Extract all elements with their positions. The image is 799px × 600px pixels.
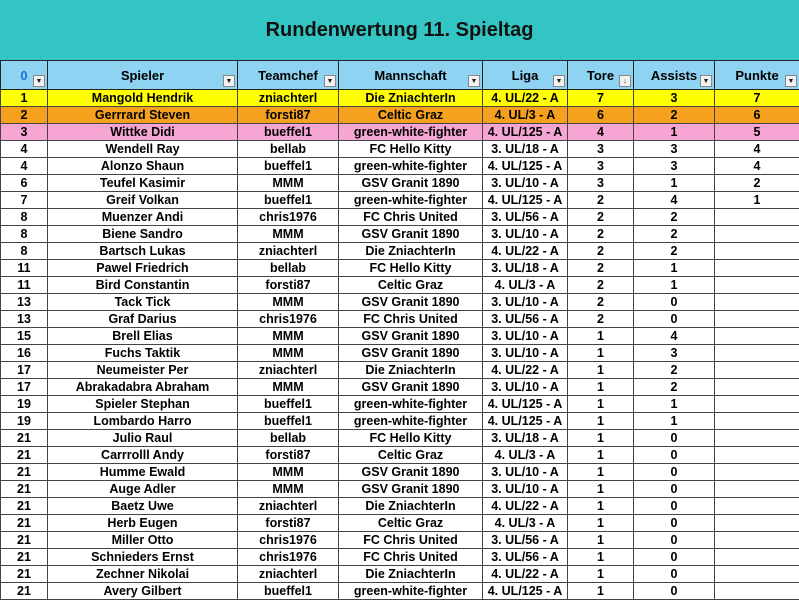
cell-tore[interactable]: 1	[568, 515, 634, 532]
cell-rank[interactable]: 2	[1, 107, 48, 124]
cell-tore[interactable]: 1	[568, 464, 634, 481]
cell-punkte[interactable]	[715, 328, 799, 345]
cell-mannschaft[interactable]: Die ZniachterIn	[339, 566, 483, 583]
cell-punkte[interactable]	[715, 447, 799, 464]
cell-punkte[interactable]	[715, 209, 799, 226]
cell-assists[interactable]: 0	[634, 515, 715, 532]
cell-teamchef[interactable]: zniachterl	[238, 566, 339, 583]
cell-liga[interactable]: 3. UL/10 - A	[483, 345, 568, 362]
cell-rank[interactable]: 16	[1, 345, 48, 362]
cell-rank[interactable]: 21	[1, 532, 48, 549]
cell-mannschaft[interactable]: GSV Granit 1890	[339, 464, 483, 481]
cell-assists[interactable]: 1	[634, 396, 715, 413]
cell-liga[interactable]: 3. UL/56 - A	[483, 311, 568, 328]
cell-mannschaft[interactable]: Die ZniachterIn	[339, 362, 483, 379]
cell-liga[interactable]: 4. UL/22 - A	[483, 566, 568, 583]
cell-assists[interactable]: 2	[634, 243, 715, 260]
cell-tore[interactable]: 4	[568, 124, 634, 141]
cell-rank[interactable]: 8	[1, 226, 48, 243]
cell-liga[interactable]: 4. UL/125 - A	[483, 396, 568, 413]
cell-liga[interactable]: 3. UL/56 - A	[483, 532, 568, 549]
cell-mannschaft[interactable]: green-white-fighter	[339, 396, 483, 413]
cell-teamchef[interactable]: chris1976	[238, 549, 339, 566]
cell-punkte[interactable]	[715, 345, 799, 362]
cell-tore[interactable]: 1	[568, 532, 634, 549]
cell-rank[interactable]: 21	[1, 549, 48, 566]
cell-spieler[interactable]: Schnieders Ernst	[48, 549, 238, 566]
cell-teamchef[interactable]: zniachterl	[238, 362, 339, 379]
table-row[interactable]	[1, 124, 799, 141]
cell-tore[interactable]: 1	[568, 328, 634, 345]
cell-rank[interactable]: 21	[1, 583, 48, 600]
column-header-tore[interactable]: Tore ↓	[568, 61, 634, 90]
cell-spieler[interactable]: Neumeister Per	[48, 362, 238, 379]
cell-rank[interactable]: 17	[1, 379, 48, 396]
cell-spieler[interactable]: Humme Ewald	[48, 464, 238, 481]
table-row[interactable]	[1, 294, 799, 311]
cell-punkte[interactable]	[715, 243, 799, 260]
table-row[interactable]	[1, 498, 799, 515]
cell-assists[interactable]: 2	[634, 107, 715, 124]
cell-liga[interactable]: 3. UL/10 - A	[483, 175, 568, 192]
cell-punkte[interactable]	[715, 294, 799, 311]
cell-liga[interactable]: 4. UL/125 - A	[483, 413, 568, 430]
table-row[interactable]	[1, 328, 799, 345]
cell-spieler[interactable]: Herb Eugen	[48, 515, 238, 532]
cell-spieler[interactable]: Abrakadabra Abraham	[48, 379, 238, 396]
cell-spieler[interactable]: Miller Otto	[48, 532, 238, 549]
column-header-mannschaft[interactable]: Mannschaft ▼	[339, 61, 483, 90]
filter-dropdown-icon[interactable]: ▼	[223, 75, 235, 87]
cell-mannschaft[interactable]: green-white-fighter	[339, 192, 483, 209]
cell-spieler[interactable]: Mangold Hendrik	[48, 90, 238, 107]
cell-liga[interactable]: 4. UL/125 - A	[483, 124, 568, 141]
table-row[interactable]	[1, 396, 799, 413]
cell-teamchef[interactable]: bueffel1	[238, 158, 339, 175]
cell-punkte[interactable]: 4	[715, 158, 799, 175]
table-row[interactable]	[1, 362, 799, 379]
column-header-spieler[interactable]: Spieler ▼	[48, 61, 238, 90]
cell-liga[interactable]: 4. UL/125 - A	[483, 192, 568, 209]
cell-rank[interactable]: 21	[1, 566, 48, 583]
table-row[interactable]	[1, 464, 799, 481]
cell-tore[interactable]: 2	[568, 311, 634, 328]
cell-rank[interactable]: 21	[1, 430, 48, 447]
page-title: Rundenwertung 11. Spieltag	[265, 18, 534, 41]
cell-tore[interactable]: 2	[568, 243, 634, 260]
cell-teamchef[interactable]: MMM	[238, 379, 339, 396]
cell-assists[interactable]: 0	[634, 549, 715, 566]
cell-spieler[interactable]: Avery Gilbert	[48, 583, 238, 600]
cell-liga[interactable]: 4. UL/3 - A	[483, 515, 568, 532]
cell-spieler[interactable]: Muenzer Andi	[48, 209, 238, 226]
cell-mannschaft[interactable]: FC Chris United	[339, 532, 483, 549]
table-row[interactable]	[1, 481, 799, 498]
cell-punkte[interactable]	[715, 362, 799, 379]
cell-mannschaft[interactable]: FC Hello Kitty	[339, 141, 483, 158]
cell-tore[interactable]: 7	[568, 90, 634, 107]
cell-punkte[interactable]	[715, 396, 799, 413]
table-row[interactable]	[1, 311, 799, 328]
cell-rank[interactable]: 1	[1, 90, 48, 107]
cell-punkte[interactable]	[715, 464, 799, 481]
cell-assists[interactable]: 3	[634, 345, 715, 362]
cell-assists[interactable]: 3	[634, 90, 715, 107]
cell-rank[interactable]: 8	[1, 209, 48, 226]
cell-rank[interactable]: 4	[1, 158, 48, 175]
cell-teamchef[interactable]: MMM	[238, 294, 339, 311]
cell-punkte[interactable]	[715, 532, 799, 549]
cell-punkte[interactable]	[715, 515, 799, 532]
column-header-assists[interactable]: Assists ▼	[634, 61, 715, 90]
cell-rank[interactable]: 19	[1, 396, 48, 413]
cell-assists[interactable]: 2	[634, 226, 715, 243]
cell-teamchef[interactable]: bellab	[238, 260, 339, 277]
cell-assists[interactable]: 0	[634, 464, 715, 481]
cell-punkte[interactable]	[715, 277, 799, 294]
cell-liga[interactable]: 3. UL/18 - A	[483, 430, 568, 447]
cell-rank[interactable]: 21	[1, 447, 48, 464]
cell-assists[interactable]: 2	[634, 209, 715, 226]
cell-liga[interactable]: 4. UL/125 - A	[483, 583, 568, 600]
cell-punkte[interactable]: 6	[715, 107, 799, 124]
cell-mannschaft[interactable]: FC Hello Kitty	[339, 430, 483, 447]
cell-punkte[interactable]: 7	[715, 90, 799, 107]
cell-spieler[interactable]: Baetz Uwe	[48, 498, 238, 515]
cell-punkte[interactable]	[715, 549, 799, 566]
table-row[interactable]	[1, 430, 799, 447]
cell-assists[interactable]: 1	[634, 413, 715, 430]
cell-mannschaft[interactable]: green-white-fighter	[339, 158, 483, 175]
cell-spieler[interactable]: Biene Sandro	[48, 226, 238, 243]
cell-teamchef[interactable]: MMM	[238, 345, 339, 362]
cell-liga[interactable]: 4. UL/22 - A	[483, 498, 568, 515]
cell-assists[interactable]: 0	[634, 566, 715, 583]
cell-teamchef[interactable]: chris1976	[238, 209, 339, 226]
cell-assists[interactable]: 1	[634, 175, 715, 192]
cell-spieler[interactable]: Bartsch Lukas	[48, 243, 238, 260]
cell-tore[interactable]: 2	[568, 277, 634, 294]
cell-spieler[interactable]: Alonzo Shaun	[48, 158, 238, 175]
cell-rank[interactable]: 21	[1, 498, 48, 515]
cell-rank[interactable]: 7	[1, 192, 48, 209]
cell-mannschaft[interactable]: Celtic Graz	[339, 515, 483, 532]
cell-mannschaft[interactable]: Celtic Graz	[339, 447, 483, 464]
cell-teamchef[interactable]: chris1976	[238, 532, 339, 549]
cell-assists[interactable]: 2	[634, 379, 715, 396]
cell-tore[interactable]: 6	[568, 107, 634, 124]
cell-spieler[interactable]: Wittke Didi	[48, 124, 238, 141]
cell-rank[interactable]: 8	[1, 243, 48, 260]
cell-mannschaft[interactable]: Celtic Graz	[339, 107, 483, 124]
table-row[interactable]	[1, 107, 799, 124]
cell-rank[interactable]: 21	[1, 515, 48, 532]
cell-teamchef[interactable]: MMM	[238, 226, 339, 243]
cell-assists[interactable]: 0	[634, 294, 715, 311]
cell-punkte[interactable]	[715, 498, 799, 515]
cell-liga[interactable]: 3. UL/56 - A	[483, 209, 568, 226]
cell-mannschaft[interactable]: green-white-fighter	[339, 124, 483, 141]
cell-mannschaft[interactable]: Die ZniachterIn	[339, 498, 483, 515]
cell-tore[interactable]: 1	[568, 566, 634, 583]
cell-liga[interactable]: 4. UL/22 - A	[483, 243, 568, 260]
cell-punkte[interactable]	[715, 311, 799, 328]
cell-rank[interactable]: 19	[1, 413, 48, 430]
table-row[interactable]	[1, 566, 799, 583]
cell-tore[interactable]: 3	[568, 175, 634, 192]
cell-tore[interactable]: 2	[568, 226, 634, 243]
cell-rank[interactable]: 11	[1, 260, 48, 277]
cell-teamchef[interactable]: bueffel1	[238, 124, 339, 141]
cell-assists[interactable]: 2	[634, 362, 715, 379]
cell-teamchef[interactable]: MMM	[238, 481, 339, 498]
cell-punkte[interactable]	[715, 481, 799, 498]
cell-liga[interactable]: 3. UL/10 - A	[483, 379, 568, 396]
cell-tore[interactable]: 1	[568, 396, 634, 413]
sort-desc-icon[interactable]: ↓	[619, 75, 631, 87]
table-row[interactable]	[1, 175, 799, 192]
cell-rank[interactable]: 13	[1, 311, 48, 328]
cell-teamchef[interactable]: bueffel1	[238, 192, 339, 209]
cell-spieler[interactable]: Tack Tick	[48, 294, 238, 311]
cell-punkte[interactable]	[715, 566, 799, 583]
cell-tore[interactable]: 1	[568, 549, 634, 566]
cell-liga[interactable]: 4. UL/3 - A	[483, 447, 568, 464]
filter-dropdown-icon[interactable]: ▼	[785, 75, 797, 87]
table-body	[1, 90, 799, 600]
cell-spieler[interactable]: Bird Constantin	[48, 277, 238, 294]
table-row[interactable]	[1, 158, 799, 175]
cell-tore[interactable]: 2	[568, 209, 634, 226]
table-row[interactable]	[1, 260, 799, 277]
cell-assists[interactable]: 3	[634, 141, 715, 158]
cell-punkte[interactable]: 5	[715, 124, 799, 141]
cell-teamchef[interactable]: bueffel1	[238, 583, 339, 600]
cell-punkte[interactable]	[715, 226, 799, 243]
cell-rank[interactable]: 6	[1, 175, 48, 192]
cell-punkte[interactable]	[715, 430, 799, 447]
cell-teamchef[interactable]: zniachterl	[238, 90, 339, 107]
cell-tore[interactable]: 1	[568, 379, 634, 396]
cell-mannschaft[interactable]: Die ZniachterIn	[339, 90, 483, 107]
table-row[interactable]	[1, 209, 799, 226]
cell-assists[interactable]: 4	[634, 192, 715, 209]
table-row[interactable]	[1, 413, 799, 430]
cell-mannschaft[interactable]: FC Hello Kitty	[339, 260, 483, 277]
cell-spieler[interactable]: Carrrolll Andy	[48, 447, 238, 464]
column-header-liga[interactable]: Liga ▼	[483, 61, 568, 90]
cell-tore[interactable]: 1	[568, 583, 634, 600]
cell-teamchef[interactable]: bueffel1	[238, 396, 339, 413]
cell-tore[interactable]: 2	[568, 294, 634, 311]
cell-punkte[interactable]: 4	[715, 141, 799, 158]
cell-teamchef[interactable]: zniachterl	[238, 498, 339, 515]
cell-tore[interactable]: 1	[568, 481, 634, 498]
cell-tore[interactable]: 3	[568, 158, 634, 175]
filter-dropdown-icon[interactable]: ▼	[468, 75, 480, 87]
cell-teamchef[interactable]: bueffel1	[238, 413, 339, 430]
cell-assists[interactable]: 1	[634, 260, 715, 277]
cell-spieler[interactable]: Pawel Friedrich	[48, 260, 238, 277]
cell-liga[interactable]: 4. UL/3 - A	[483, 107, 568, 124]
cell-assists[interactable]: 0	[634, 430, 715, 447]
cell-teamchef[interactable]: bellab	[238, 141, 339, 158]
cell-rank[interactable]: 11	[1, 277, 48, 294]
cell-spieler[interactable]: Wendell Ray	[48, 141, 238, 158]
cell-mannschaft[interactable]: GSV Granit 1890	[339, 345, 483, 362]
cell-spieler[interactable]: Julio Raul	[48, 430, 238, 447]
cell-mannschaft[interactable]: green-white-fighter	[339, 413, 483, 430]
cell-spieler[interactable]: Spieler Stephan	[48, 396, 238, 413]
cell-liga[interactable]: 3. UL/10 - A	[483, 294, 568, 311]
table-row[interactable]	[1, 226, 799, 243]
cell-liga[interactable]: 3. UL/10 - A	[483, 328, 568, 345]
table-row[interactable]	[1, 532, 799, 549]
cell-spieler[interactable]: Graf Darius	[48, 311, 238, 328]
cell-assists[interactable]: 1	[634, 124, 715, 141]
cell-tore[interactable]: 2	[568, 192, 634, 209]
cell-assists[interactable]: 3	[634, 158, 715, 175]
cell-liga[interactable]: 3. UL/10 - A	[483, 464, 568, 481]
cell-mannschaft[interactable]: FC Chris United	[339, 549, 483, 566]
cell-liga[interactable]: 3. UL/56 - A	[483, 549, 568, 566]
cell-mannschaft[interactable]: green-white-fighter	[339, 583, 483, 600]
cell-tore[interactable]: 1	[568, 362, 634, 379]
table-row[interactable]	[1, 345, 799, 362]
cell-teamchef[interactable]: MMM	[238, 328, 339, 345]
table-row[interactable]	[1, 277, 799, 294]
cell-tore[interactable]: 1	[568, 413, 634, 430]
column-header-punkte[interactable]: Punkte ▼	[715, 61, 799, 90]
cell-mannschaft[interactable]: Celtic Graz	[339, 277, 483, 294]
cell-spieler[interactable]: Auge Adler	[48, 481, 238, 498]
cell-teamchef[interactable]: forsti87	[238, 447, 339, 464]
header-row	[1, 61, 799, 90]
cell-liga[interactable]: 4. UL/22 - A	[483, 90, 568, 107]
cell-tore[interactable]: 2	[568, 260, 634, 277]
cell-assists[interactable]: 0	[634, 311, 715, 328]
table-row[interactable]	[1, 90, 799, 107]
cell-mannschaft[interactable]: Die ZniachterIn	[339, 243, 483, 260]
cell-teamchef[interactable]: MMM	[238, 175, 339, 192]
table-row[interactable]	[1, 447, 799, 464]
cell-assists[interactable]: 0	[634, 447, 715, 464]
cell-tore[interactable]: 3	[568, 141, 634, 158]
cell-liga[interactable]: 4. UL/125 - A	[483, 158, 568, 175]
cell-spieler[interactable]: Fuchs Taktik	[48, 345, 238, 362]
column-header-rank[interactable]: 0 ▼	[1, 61, 48, 90]
cell-punkte[interactable]: 2	[715, 175, 799, 192]
filter-dropdown-icon[interactable]: ▼	[33, 75, 45, 87]
cell-teamchef[interactable]: chris1976	[238, 311, 339, 328]
cell-assists[interactable]: 0	[634, 481, 715, 498]
cell-rank[interactable]: 21	[1, 464, 48, 481]
table-row[interactable]	[1, 243, 799, 260]
cell-punkte[interactable]	[715, 583, 799, 600]
cell-teamchef[interactable]: zniachterl	[238, 243, 339, 260]
filter-dropdown-icon[interactable]: ▼	[553, 75, 565, 87]
filter-dropdown-icon[interactable]: ▼	[324, 75, 336, 87]
cell-rank[interactable]: 4	[1, 141, 48, 158]
cell-rank[interactable]: 13	[1, 294, 48, 311]
cell-mannschaft[interactable]: FC Chris United	[339, 209, 483, 226]
cell-assists[interactable]: 4	[634, 328, 715, 345]
cell-teamchef[interactable]: MMM	[238, 464, 339, 481]
cell-punkte[interactable]	[715, 413, 799, 430]
cell-tore[interactable]: 1	[568, 430, 634, 447]
cell-tore[interactable]: 1	[568, 447, 634, 464]
cell-spieler[interactable]: Teufel Kasimir	[48, 175, 238, 192]
cell-tore[interactable]: 1	[568, 345, 634, 362]
table-row[interactable]	[1, 192, 799, 209]
cell-punkte[interactable]	[715, 260, 799, 277]
ranking-table	[0, 60, 799, 600]
cell-liga[interactable]: 3. UL/18 - A	[483, 141, 568, 158]
cell-mannschaft[interactable]: GSV Granit 1890	[339, 294, 483, 311]
table-row[interactable]	[1, 549, 799, 566]
cell-teamchef[interactable]: bellab	[238, 430, 339, 447]
cell-mannschaft[interactable]: GSV Granit 1890	[339, 226, 483, 243]
cell-assists[interactable]: 0	[634, 583, 715, 600]
cell-assists[interactable]: 1	[634, 277, 715, 294]
column-header-teamchef[interactable]: Teamchef ▼	[238, 61, 339, 90]
cell-mannschaft[interactable]: GSV Granit 1890	[339, 379, 483, 396]
cell-assists[interactable]: 0	[634, 532, 715, 549]
table-row[interactable]	[1, 583, 799, 600]
cell-liga[interactable]: 3. UL/10 - A	[483, 481, 568, 498]
cell-liga[interactable]: 4. UL/3 - A	[483, 277, 568, 294]
cell-liga[interactable]: 3. UL/10 - A	[483, 226, 568, 243]
cell-mannschaft[interactable]: GSV Granit 1890	[339, 328, 483, 345]
table-row[interactable]	[1, 379, 799, 396]
cell-spieler[interactable]: Lombardo Harro	[48, 413, 238, 430]
cell-mannschaft[interactable]: FC Chris United	[339, 311, 483, 328]
table-row[interactable]	[1, 141, 799, 158]
cell-rank[interactable]: 21	[1, 481, 48, 498]
cell-teamchef[interactable]: forsti87	[238, 277, 339, 294]
cell-mannschaft[interactable]: GSV Granit 1890	[339, 175, 483, 192]
cell-spieler[interactable]: Gerrrard Steven	[48, 107, 238, 124]
cell-mannschaft[interactable]: GSV Granit 1890	[339, 481, 483, 498]
cell-assists[interactable]: 0	[634, 498, 715, 515]
filter-dropdown-icon[interactable]: ▼	[700, 75, 712, 87]
cell-rank[interactable]: 3	[1, 124, 48, 141]
cell-spieler[interactable]: Brell Elias	[48, 328, 238, 345]
cell-rank[interactable]: 17	[1, 362, 48, 379]
cell-punkte[interactable]: 1	[715, 192, 799, 209]
cell-spieler[interactable]: Greif Volkan	[48, 192, 238, 209]
cell-tore[interactable]: 1	[568, 498, 634, 515]
cell-teamchef[interactable]: forsti87	[238, 107, 339, 124]
cell-spieler[interactable]: Zechner Nikolai	[48, 566, 238, 583]
cell-rank[interactable]: 15	[1, 328, 48, 345]
cell-liga[interactable]: 3. UL/18 - A	[483, 260, 568, 277]
cell-punkte[interactable]	[715, 379, 799, 396]
title-bar	[0, 0, 799, 61]
cell-teamchef[interactable]: forsti87	[238, 515, 339, 532]
cell-liga[interactable]: 4. UL/22 - A	[483, 362, 568, 379]
table-row[interactable]	[1, 515, 799, 532]
